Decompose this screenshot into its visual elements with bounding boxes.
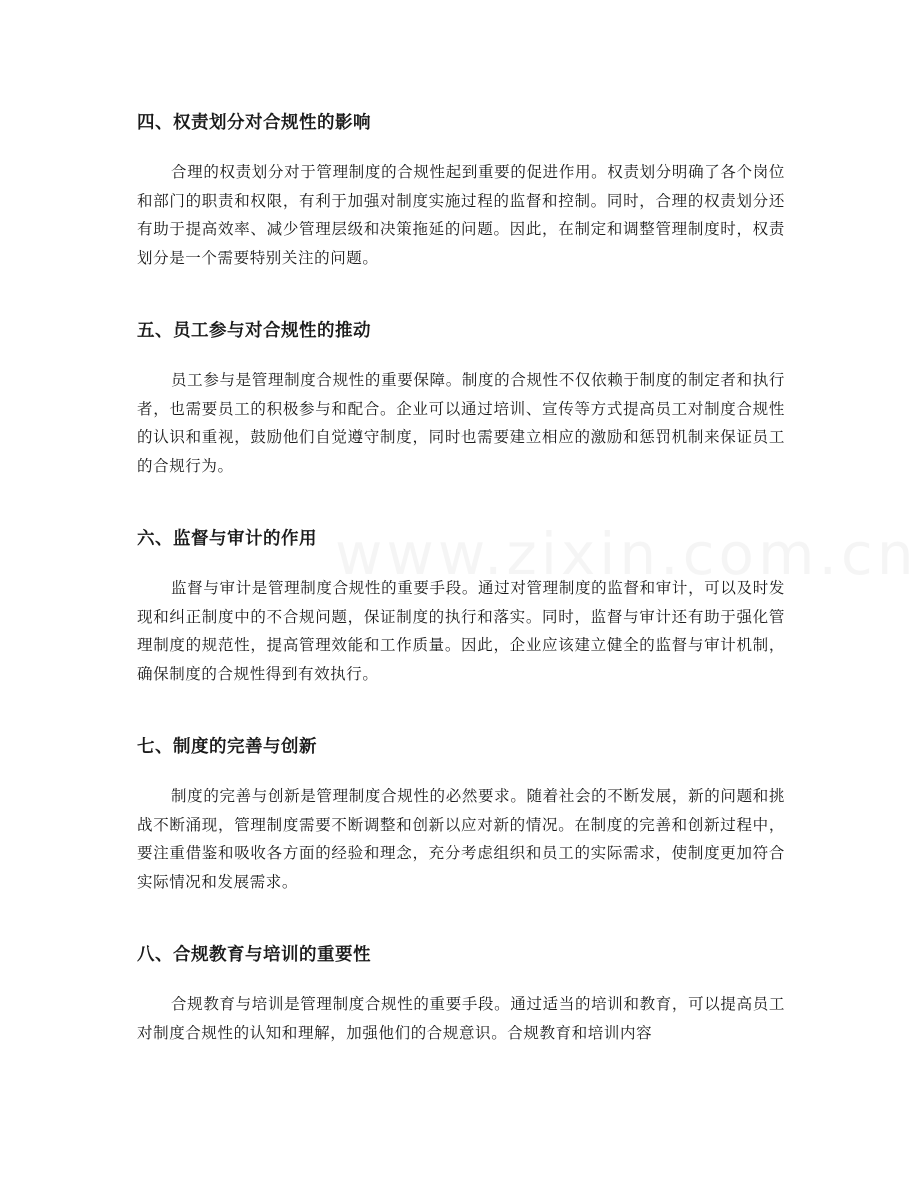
section-paragraph: 员工参与是管理制度合规性的重要保障。制度的合规性不仅依赖于制度的制定者和执行者，也需要员工的积极参与和配合。企业可以通过培训、宣传等方式提高员工对制度合规性的认识和重视，鼓励他们自觉遵守制度，同时也需要建立相应的激励和惩罚机制来保证员工的合规行为。: [137, 371, 785, 475]
section-7: [137, 735, 785, 896]
section-heading: 八、合规教育与培训的重要性: [137, 945, 371, 965]
section-paragraph: 合规教育与培训是管理制度合规性的重要手段。通过适当的培训和教育，可以提高员工对制度合规性的认知和理解，加强他们的合规意识。合规教育和培训内容: [137, 995, 785, 1042]
section-4: [137, 111, 785, 272]
section-6: [137, 527, 785, 688]
section-paragraph: 合理的权责划分对于管理制度的合规性起到重要的促进作用。权责划分明确了各个岗位和部门的职责和权限，有利于加强对制度实施过程的监督和控制。同时，合理的权责划分还有助于提高效率、减少管理层级和决策拖延的问题。因此，在制定和调整管理制度时，权责划分是一个需要特别关注的问题。: [137, 163, 785, 267]
section-5: [137, 319, 785, 480]
section-heading: 四、权责划分对合规性的影响: [137, 113, 371, 133]
section-heading: 六、监督与审计的作用: [137, 529, 317, 549]
section-paragraph: 制度的完善与创新是管理制度合规性的必然要求。随着社会的不断发展，新的问题和挑战不断涌现，管理制度需要不断调整和创新以应对新的情况。在制度的完善和创新过程中，要注重借鉴和吸收各方面的经验和理念，充分考虑组织和员工的实际需求，使制度更加符合实际情况和发展需求。: [137, 787, 785, 891]
section-paragraph: 监督与审计是管理制度合规性的重要手段。通过对管理制度的监督和审计，可以及时发现和纠正制度中的不合规问题，保证制度的执行和落实。同时，监督与审计还有助于强化管理制度的规范性，提高管理效能和工作质量。因此，企业应该建立健全的监督与审计机制，确保制度的合规性得到有效执行。: [137, 579, 785, 683]
section-heading: 五、员工参与对合规性的推动: [137, 321, 371, 341]
section-8: [137, 943, 785, 1047]
section-heading: 七、制度的完善与创新: [137, 737, 317, 757]
